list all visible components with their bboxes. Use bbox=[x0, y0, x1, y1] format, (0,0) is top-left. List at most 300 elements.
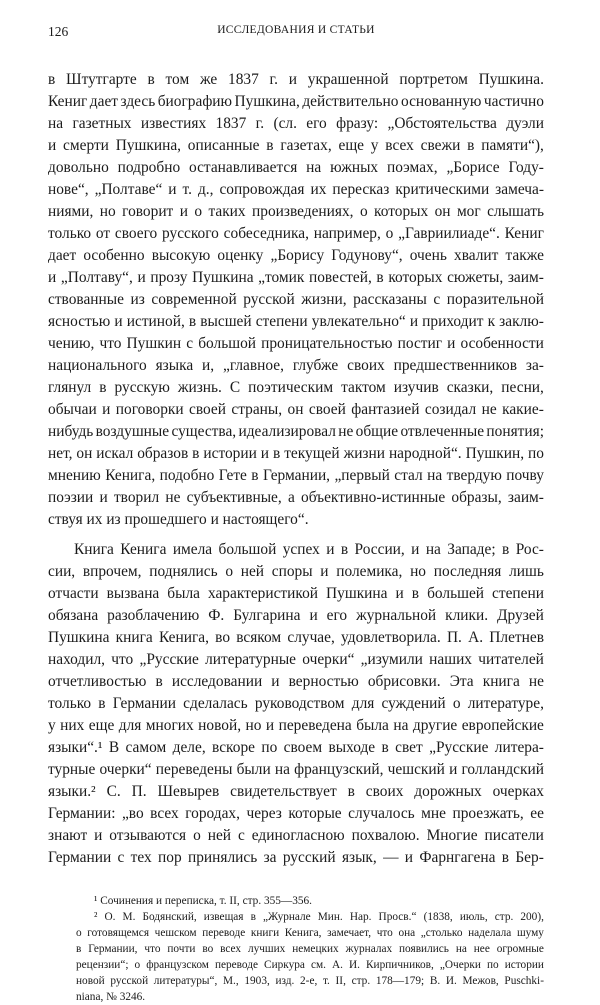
word: русской bbox=[243, 291, 295, 308]
word: и bbox=[48, 269, 57, 286]
word: язык, bbox=[341, 849, 377, 866]
word: сюжеты, bbox=[447, 269, 504, 286]
word: его bbox=[306, 115, 327, 132]
text-line bbox=[48, 466, 544, 486]
word: газетах, bbox=[280, 137, 332, 154]
word: и bbox=[309, 607, 318, 624]
word: чению, bbox=[48, 335, 95, 352]
word: А. bbox=[331, 959, 343, 971]
footnote-line bbox=[76, 974, 544, 989]
word: 1903, bbox=[244, 975, 270, 987]
word: на bbox=[393, 717, 409, 734]
word: „Гавриилиаде“. bbox=[398, 225, 500, 242]
word: ² bbox=[94, 911, 98, 923]
text-line bbox=[48, 760, 544, 780]
word: с bbox=[433, 291, 441, 308]
word: и bbox=[447, 335, 456, 352]
word: сопровождая bbox=[219, 181, 305, 198]
word: о bbox=[385, 225, 394, 242]
word: и, bbox=[202, 357, 215, 374]
word: см. bbox=[310, 959, 326, 971]
word: Бер- bbox=[515, 849, 544, 866]
word: Книга bbox=[74, 541, 114, 558]
word: Западе; bbox=[447, 541, 496, 558]
word: нове“, bbox=[48, 181, 89, 198]
word: обязана bbox=[48, 607, 99, 624]
word: в bbox=[48, 71, 56, 88]
word: В. bbox=[429, 975, 441, 987]
word: отзываются bbox=[109, 827, 187, 844]
word: стр. bbox=[494, 911, 514, 923]
word: нее bbox=[473, 943, 490, 955]
word: которых bbox=[374, 203, 429, 220]
word: переведены bbox=[155, 761, 233, 778]
word: по bbox=[527, 445, 544, 462]
word: 1837 bbox=[215, 115, 247, 132]
word: писатели bbox=[484, 827, 544, 844]
word: действительно bbox=[302, 93, 399, 110]
word: Кенига, bbox=[284, 927, 322, 939]
word: — bbox=[383, 849, 399, 866]
word: критическими bbox=[395, 181, 490, 198]
word: и bbox=[179, 203, 188, 220]
word: 178—179; bbox=[375, 975, 425, 987]
word: на bbox=[274, 761, 290, 778]
word: всех bbox=[220, 943, 242, 955]
text-line bbox=[48, 246, 544, 266]
word: проезжать, bbox=[452, 805, 524, 822]
text-line bbox=[48, 290, 544, 310]
text-line bbox=[48, 562, 544, 582]
word: Сиркура bbox=[264, 959, 305, 971]
word: основанную bbox=[400, 93, 482, 110]
word: замеча- bbox=[495, 181, 544, 198]
word: споры bbox=[271, 563, 313, 580]
text-line bbox=[48, 488, 544, 508]
word: заим- bbox=[507, 489, 544, 506]
word: и bbox=[99, 489, 108, 506]
word: Бодянский, bbox=[142, 911, 197, 923]
word: у bbox=[370, 137, 379, 154]
text-line bbox=[48, 378, 544, 398]
word: имела bbox=[172, 541, 213, 558]
word: в bbox=[147, 71, 155, 88]
word: знают bbox=[48, 827, 88, 844]
word: он bbox=[76, 445, 93, 462]
word: и bbox=[320, 563, 329, 580]
word: шуму bbox=[516, 927, 544, 939]
word: большой bbox=[198, 335, 257, 352]
page-header bbox=[48, 24, 544, 44]
word: высшей bbox=[200, 313, 252, 330]
word: слышать bbox=[487, 203, 544, 220]
word: образов bbox=[137, 445, 189, 462]
word: удовлетворила. bbox=[341, 629, 441, 646]
word: европейские bbox=[461, 717, 544, 734]
word: в bbox=[502, 541, 510, 558]
word: чешский bbox=[387, 761, 445, 778]
word: читателей bbox=[478, 651, 544, 668]
word: объективно-истинные bbox=[301, 489, 446, 506]
word: чешском bbox=[154, 927, 197, 939]
word: П. bbox=[446, 629, 462, 646]
word: в bbox=[381, 739, 389, 756]
text-line bbox=[48, 268, 544, 288]
word: у bbox=[48, 717, 56, 734]
footnote-line bbox=[76, 926, 544, 941]
word: французский, bbox=[294, 761, 384, 778]
word: Пушкина bbox=[48, 629, 110, 646]
word: и bbox=[395, 585, 404, 602]
word: полемика, bbox=[336, 563, 403, 580]
word: принялись bbox=[188, 849, 258, 866]
word: о bbox=[452, 695, 461, 712]
text-line bbox=[48, 694, 544, 714]
word: русский bbox=[282, 849, 336, 866]
word: о bbox=[359, 203, 368, 220]
word: и bbox=[94, 827, 103, 844]
word: и bbox=[326, 541, 335, 558]
word: „Очерки bbox=[439, 959, 481, 971]
text-line bbox=[48, 444, 544, 464]
word: поэтическим bbox=[248, 379, 334, 396]
word: особенности bbox=[460, 335, 544, 352]
word: и bbox=[168, 181, 177, 198]
word: по bbox=[486, 959, 499, 971]
text-line bbox=[48, 92, 544, 112]
word: книги bbox=[250, 927, 280, 939]
word: за- bbox=[525, 357, 544, 374]
text-line bbox=[48, 804, 544, 824]
word: для bbox=[118, 717, 142, 734]
word: заим- bbox=[507, 269, 544, 286]
word: Друзей bbox=[497, 607, 544, 624]
word: Плетнев bbox=[489, 629, 544, 646]
word: сии, bbox=[48, 563, 76, 580]
word: что bbox=[376, 927, 393, 939]
word: „главное, bbox=[223, 357, 284, 374]
word: но bbox=[245, 717, 262, 734]
word: на bbox=[455, 943, 467, 955]
word: вскоре bbox=[212, 739, 255, 756]
word: портретом bbox=[399, 71, 468, 88]
word: что bbox=[144, 943, 161, 955]
word: памяти“), bbox=[481, 137, 544, 154]
word: Гете bbox=[218, 467, 247, 484]
word: произведениях, bbox=[252, 203, 354, 220]
word: понятия; bbox=[486, 423, 544, 440]
word: своего bbox=[114, 225, 158, 242]
word: истиной, bbox=[126, 313, 185, 330]
word: в bbox=[250, 911, 256, 923]
word: вызвана bbox=[106, 585, 160, 602]
word: в bbox=[155, 673, 163, 690]
word: О. bbox=[104, 911, 116, 923]
word: здесь bbox=[120, 93, 156, 110]
word: какие- bbox=[502, 401, 544, 418]
word: книга bbox=[115, 629, 153, 646]
word: деле, bbox=[172, 739, 206, 756]
word: которых bbox=[388, 269, 443, 286]
word: говорит bbox=[122, 203, 174, 220]
word: Кениг bbox=[48, 93, 88, 110]
word: руководством bbox=[254, 695, 345, 712]
word: самом bbox=[125, 739, 167, 756]
word: П. bbox=[131, 783, 147, 800]
word: мог bbox=[456, 203, 481, 220]
word: Кенига, bbox=[105, 467, 156, 484]
word: о bbox=[193, 827, 201, 844]
word: находил, bbox=[48, 651, 106, 668]
text-line bbox=[48, 180, 544, 200]
page-number: 126 bbox=[48, 24, 69, 39]
word: не bbox=[338, 423, 354, 440]
word: и bbox=[260, 445, 270, 462]
word: отчасти bbox=[48, 585, 99, 602]
word: литературные bbox=[205, 651, 297, 668]
word: литературе, bbox=[467, 695, 544, 712]
word: Пушкина bbox=[192, 269, 254, 286]
word: и bbox=[102, 401, 111, 418]
word: о bbox=[194, 203, 203, 220]
word: 2-е, bbox=[300, 975, 318, 987]
word: изучив bbox=[393, 379, 439, 396]
footnote-line bbox=[76, 958, 544, 973]
word: Германии bbox=[112, 695, 176, 712]
word: только bbox=[48, 695, 92, 712]
word: о bbox=[225, 563, 234, 580]
word: пересказ bbox=[332, 181, 390, 198]
word: что bbox=[111, 651, 134, 668]
word: хвалит bbox=[454, 247, 499, 264]
word: подобно bbox=[159, 467, 215, 484]
word: существа, bbox=[171, 423, 237, 440]
word: нибудь bbox=[48, 423, 94, 440]
word: подробно bbox=[117, 159, 181, 176]
word: „Борисе bbox=[446, 159, 500, 176]
word: Кенига, bbox=[158, 629, 209, 646]
word: Пушкина, bbox=[115, 137, 181, 154]
word: случае, bbox=[287, 629, 335, 646]
word: в bbox=[376, 269, 384, 286]
word: в bbox=[99, 379, 107, 396]
word: южных bbox=[330, 159, 379, 176]
text-line bbox=[48, 738, 544, 758]
word: глянул bbox=[48, 379, 92, 396]
word: общие bbox=[355, 423, 399, 440]
word: дорожных bbox=[414, 783, 482, 800]
word: из bbox=[130, 291, 145, 308]
word: Кирпичников, bbox=[366, 959, 434, 971]
word: ниями, bbox=[48, 203, 94, 220]
word: образы, bbox=[451, 489, 502, 506]
line-text: niana, № 3246. bbox=[76, 991, 146, 1003]
word: впрочем, bbox=[82, 563, 142, 580]
footnote-line bbox=[76, 942, 544, 957]
word: дает bbox=[89, 93, 119, 110]
word: книга bbox=[482, 673, 520, 690]
word: свидетельствует bbox=[230, 783, 337, 800]
word: „Обстоятельства bbox=[387, 115, 497, 132]
word: которые bbox=[288, 805, 342, 822]
word: г. bbox=[255, 115, 265, 132]
word: газетных bbox=[72, 115, 132, 132]
word: очерки“ bbox=[302, 651, 355, 668]
word: большой bbox=[218, 541, 277, 558]
word: переводе bbox=[202, 927, 246, 939]
word: „Полтаве“ bbox=[94, 181, 163, 198]
word: народной“. bbox=[388, 445, 462, 462]
word: в bbox=[501, 849, 510, 866]
word: она bbox=[398, 927, 416, 939]
word: 200), bbox=[520, 911, 544, 923]
word: не bbox=[528, 673, 544, 690]
word: Пушкин, bbox=[465, 445, 525, 462]
word: отвлеченные bbox=[400, 423, 485, 440]
word: успех bbox=[282, 541, 320, 558]
word: Штутгарте bbox=[66, 71, 137, 88]
word: выходе bbox=[328, 739, 376, 756]
word: и bbox=[271, 673, 280, 690]
word: и bbox=[449, 761, 458, 778]
word: С. bbox=[106, 783, 121, 800]
word: во bbox=[215, 629, 231, 646]
word: д., bbox=[197, 181, 214, 198]
word: Году- bbox=[508, 159, 544, 176]
word: останавливается bbox=[189, 159, 298, 176]
word: в bbox=[76, 943, 82, 955]
word: Кенига bbox=[120, 541, 167, 558]
word: своей bbox=[189, 401, 226, 418]
word: Германии bbox=[48, 849, 112, 866]
word: Рос- bbox=[515, 541, 544, 558]
word: их bbox=[310, 181, 327, 198]
word: турные bbox=[48, 761, 96, 778]
word: II, bbox=[335, 975, 346, 987]
text-line bbox=[48, 782, 544, 802]
word: также bbox=[505, 247, 544, 264]
word: национального bbox=[48, 357, 147, 374]
word: поэмах, bbox=[386, 159, 438, 176]
word: к bbox=[487, 313, 496, 330]
word: приходит bbox=[422, 313, 484, 330]
word: „томик bbox=[258, 269, 305, 286]
word: огромные bbox=[496, 943, 544, 955]
word: он bbox=[287, 401, 304, 418]
word: в bbox=[467, 137, 475, 154]
word: появились bbox=[399, 943, 449, 955]
word: оценку bbox=[217, 247, 264, 264]
word: истории bbox=[203, 445, 257, 462]
word: извещая bbox=[203, 911, 244, 923]
word: страны, bbox=[231, 401, 283, 418]
word: на bbox=[48, 115, 64, 132]
word: известиях bbox=[140, 115, 207, 132]
word: Эта bbox=[449, 673, 474, 690]
word: обрисовки. bbox=[367, 673, 441, 690]
word: в bbox=[192, 445, 200, 462]
word: описанные bbox=[187, 137, 260, 154]
text-line bbox=[48, 422, 544, 442]
word: для bbox=[351, 695, 375, 712]
word: Пушкин bbox=[126, 335, 182, 352]
word: о bbox=[76, 927, 82, 939]
word: „изумили bbox=[360, 651, 423, 668]
word: и bbox=[265, 717, 275, 734]
word: Puschki- bbox=[504, 975, 544, 987]
word: глубже bbox=[292, 357, 339, 374]
footnote-line bbox=[76, 990, 544, 1005]
word: Многие bbox=[426, 827, 478, 844]
text-line bbox=[48, 114, 544, 134]
word: повестей, bbox=[309, 269, 372, 286]
word: современной bbox=[151, 291, 237, 308]
word: литера- bbox=[494, 739, 544, 756]
word: (1838, bbox=[423, 911, 453, 923]
word: суждений bbox=[381, 695, 446, 712]
word: в bbox=[411, 585, 420, 602]
text-line bbox=[48, 584, 544, 604]
word: очерки“ bbox=[99, 761, 152, 778]
word: но bbox=[99, 203, 116, 220]
word: воздушные bbox=[95, 423, 170, 440]
word: В bbox=[108, 739, 120, 756]
word: фантазией bbox=[351, 401, 420, 418]
word: июль, bbox=[459, 911, 488, 923]
word: большей bbox=[427, 585, 485, 602]
word: сказки, bbox=[446, 379, 494, 396]
word: в bbox=[266, 137, 274, 154]
word: т. bbox=[322, 975, 330, 987]
word: наделала bbox=[468, 927, 512, 939]
word: собеседника, bbox=[223, 225, 309, 242]
word: С bbox=[229, 379, 241, 396]
word: рецензии“; bbox=[76, 959, 129, 971]
word: украшенной bbox=[307, 71, 389, 88]
word: же bbox=[199, 71, 218, 88]
word: ней bbox=[207, 827, 232, 844]
footnote-line bbox=[94, 910, 544, 925]
word: поэзии bbox=[48, 489, 94, 506]
word: биографию bbox=[157, 93, 233, 110]
word: М. bbox=[122, 911, 136, 923]
word: довольно bbox=[48, 159, 109, 176]
word: готовящемся bbox=[87, 927, 150, 939]
text-line bbox=[48, 136, 544, 156]
word: смерти bbox=[63, 137, 109, 154]
word: особенно bbox=[83, 247, 145, 264]
word: „Борису bbox=[270, 247, 325, 264]
word: в bbox=[251, 467, 259, 484]
running-title: ИССЛЕДОВАНИЯ И СТАТЬИ bbox=[217, 24, 375, 36]
word: постиг bbox=[397, 335, 443, 352]
word: проницательностью bbox=[261, 335, 393, 352]
word: и bbox=[411, 541, 420, 558]
word: стр. bbox=[351, 975, 371, 987]
word: языки.² bbox=[48, 783, 96, 800]
word: увлекательно“ bbox=[311, 313, 406, 330]
word: и bbox=[48, 137, 57, 154]
word: И. bbox=[445, 975, 457, 987]
word: том bbox=[165, 71, 190, 88]
word: творил bbox=[113, 489, 160, 506]
word: и bbox=[114, 313, 123, 330]
word: Германии: bbox=[48, 805, 116, 822]
word: похвалою. bbox=[351, 827, 420, 844]
word: литературы“, bbox=[153, 975, 218, 987]
word: отчетливостью bbox=[48, 673, 147, 690]
text-line bbox=[48, 826, 544, 846]
